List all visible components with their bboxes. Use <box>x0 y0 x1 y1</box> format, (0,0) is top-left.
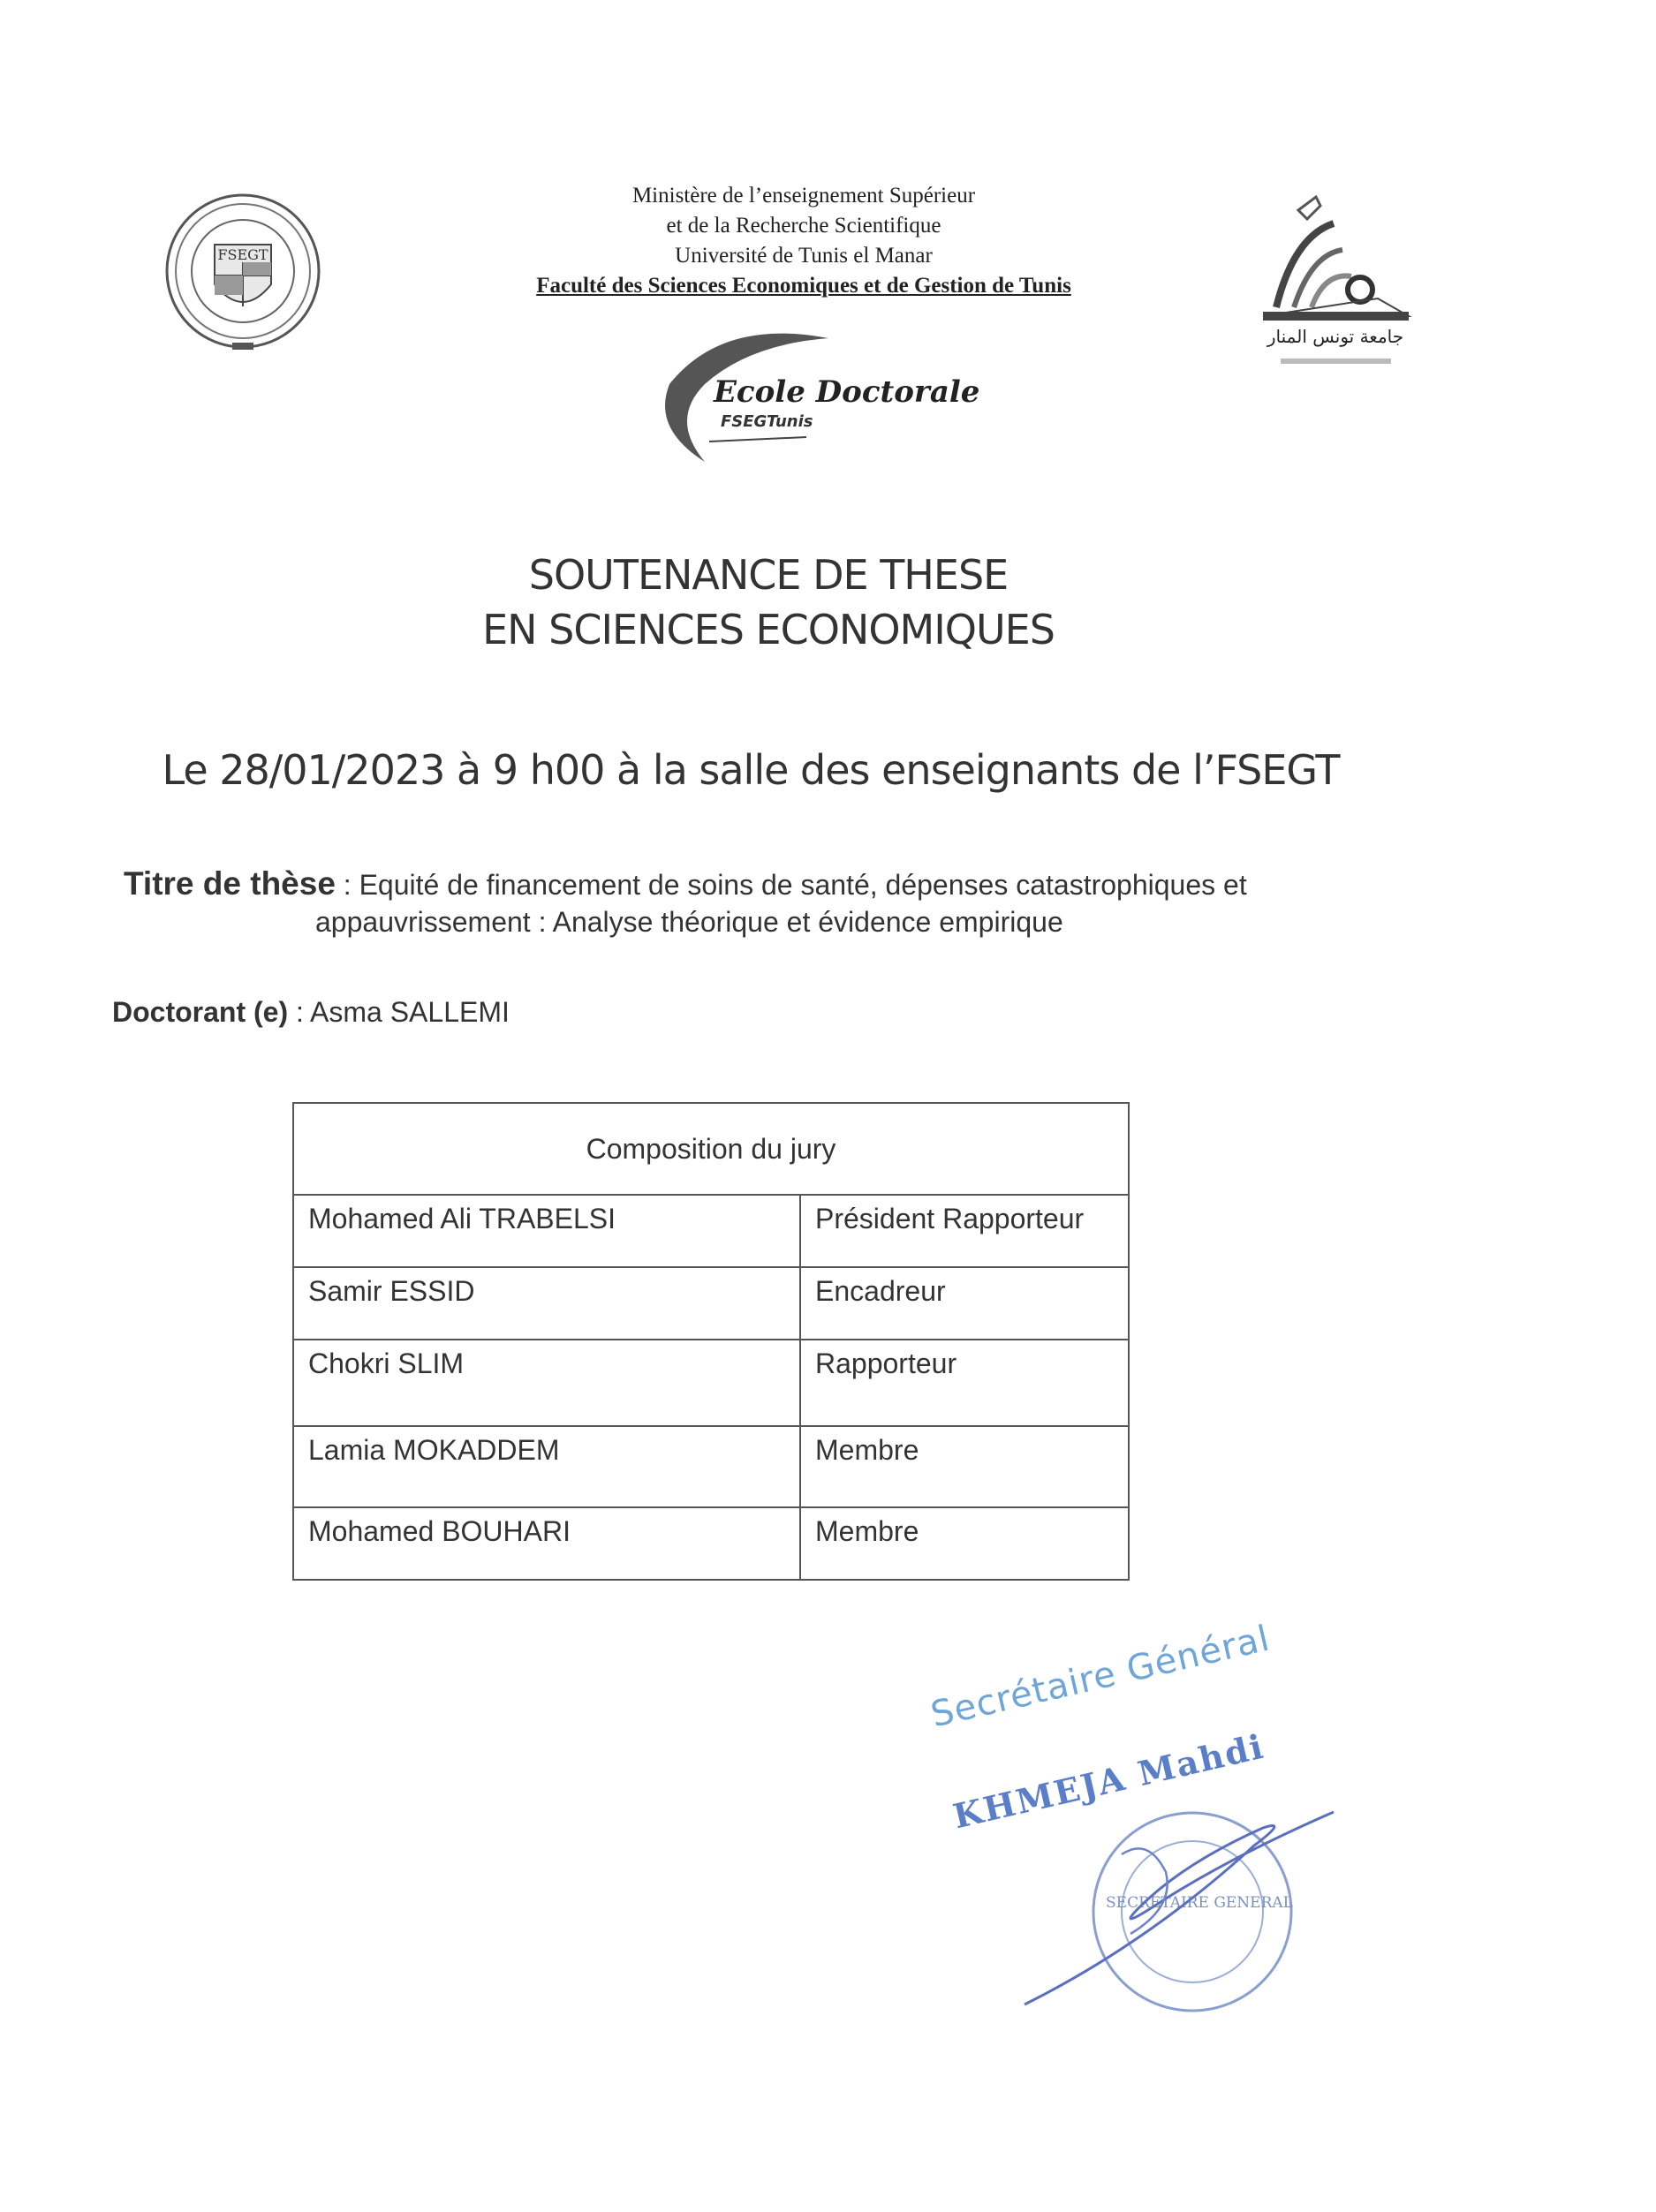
table-row <box>293 1267 1129 1340</box>
ministry-line2: et de la Recherche Scientifique <box>666 214 941 238</box>
jury-header: Composition du jury <box>293 1103 1129 1195</box>
ecole-subtitle: FSEGTunis <box>721 412 813 431</box>
ecole-doctorale-logo <box>652 322 980 472</box>
ministry-line1: Ministère de l’enseignement Supérieur <box>631 184 976 208</box>
doctorant-label: Doctorant (e) <box>112 996 289 1028</box>
jury-member-name: Samir ESSID <box>293 1267 800 1340</box>
thesis-text-line1: Equité de financement de soins de santé, dépenses catastrophiques et <box>359 869 1247 901</box>
logo-left-text: FSEGT <box>217 246 268 263</box>
university-logo <box>1254 184 1418 374</box>
jury-member-role: Président Rapporteur <box>800 1195 1129 1267</box>
jury-member-name: Lamia MOKADDEM <box>293 1426 800 1507</box>
thesis-separator: : <box>335 869 359 901</box>
ministry-header <box>433 181 1175 301</box>
table-row <box>293 1340 1129 1426</box>
title-line1: SOUTENANCE DE THESE <box>528 551 1009 599</box>
jury-member-name: Mohamed Ali TRABELSI <box>293 1195 800 1267</box>
jury-member-role: Encadreur <box>800 1267 1129 1340</box>
jury-member-role: Membre <box>800 1507 1129 1580</box>
signatory-name: KHMEJA Mahdi <box>949 1725 1268 1837</box>
secretary-general-stamp: Secrétaire Général <box>926 1618 1274 1736</box>
ecole-title: Ecole Doctorale <box>714 374 980 410</box>
fsegt-seal-logo <box>163 187 322 355</box>
thesis-label: Titre de thèse <box>124 865 336 902</box>
jury-member-name: Mohamed BOUHARI <box>293 1507 800 1580</box>
university-name: Université de Tunis el Manar <box>675 244 933 268</box>
stamp-text: SECRETAIRE GENERAL <box>1106 1894 1293 1912</box>
title-line2: EN SCIENCES ECONOMIQUES <box>482 606 1055 653</box>
table-row <box>293 1426 1129 1507</box>
logo-right-text: جامعة تونس المنار <box>1267 326 1404 347</box>
thesis-title-block <box>124 865 1387 940</box>
defense-date-line: Le 28/01/2023 à 9 h00 à la salle des enseignants de l’FSEGT <box>162 746 1340 794</box>
jury-member-role: Rapporteur <box>800 1340 1129 1426</box>
faculty-name: Faculté des Sciences Economiques et de Gestion de Tunis <box>536 274 1071 298</box>
jury-member-name: Chokri SLIM <box>293 1340 800 1426</box>
document-title <box>265 547 1272 657</box>
jury-member-role: Membre <box>800 1426 1129 1507</box>
jury-table <box>292 1102 1130 1581</box>
doctorant-line <box>112 996 510 1029</box>
doctorant-separator: : <box>288 996 311 1028</box>
table-row <box>293 1195 1129 1267</box>
jury-header-row <box>293 1103 1129 1195</box>
official-stamp <box>919 1642 1360 2022</box>
thesis-text-line2: appauvrissement : Analyse théorique et évidence empirique <box>315 906 1063 938</box>
table-row <box>293 1507 1129 1580</box>
doctorant-name: Asma SALLEMI <box>310 996 510 1028</box>
